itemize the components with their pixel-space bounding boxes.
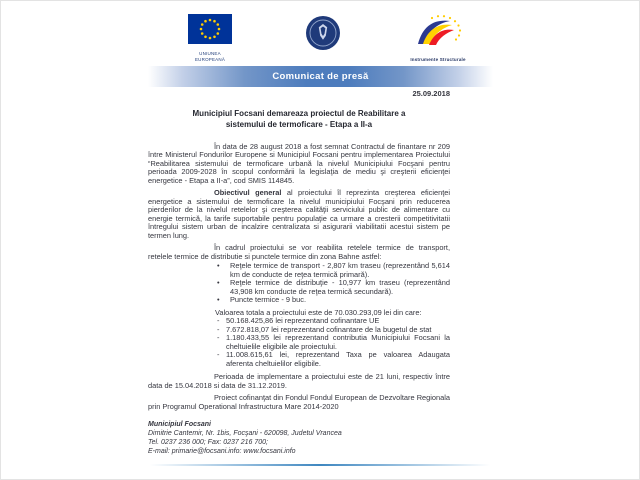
- cost-item: - 1.180.433,55 lei reprezentand contributia Municipiului Focsani la cheltuielile eligibile ale proiectului.: [215, 334, 450, 351]
- eu-flag-icon: [187, 14, 233, 44]
- works-list-item: • Reţele termice de distribuţie - 10,977 km traseu (reprezentând 43,908 km conducte de reţea termică secundară).: [230, 279, 450, 296]
- press-release-banner: [148, 66, 493, 87]
- footer-address: Dimitrie Cantemir, Nr. 1bis, Focşani - 620098, Judetul Vrancea: [148, 430, 342, 437]
- contact-footer: [148, 420, 450, 456]
- paragraph-objective: [148, 189, 450, 240]
- footer-phone: Tel. 0237 236 000; Fax: 0237 216 700;: [148, 439, 269, 446]
- structural-instruments-label: Instrumente Structurale: [410, 57, 466, 62]
- document-title-line2: sistemului de termoficare - Etapa a II-a: [225, 119, 373, 129]
- works-list-item: • Reţele termice de transport - 2,807 km traseu (reprezentând 5,614 km de conducte de reţea termică primară).: [230, 262, 450, 279]
- cost-item: - 11.008.615,61 lei, reprezentand Taxa pe valoarea Adaugata aferenta cheltuielilor eligibile.: [215, 351, 450, 368]
- paragraph-period: Perioada de implementare a proiectului este de 21 luni, respectiv între data de 15.04.2018 si data de 31.12.2019.: [148, 372, 450, 390]
- eu-flag-logo: [187, 14, 233, 62]
- paragraph-objective-rest: al proiectului îl reprezinta creşterea eficienţei energetice a sistemului de termoficare la nivelul municipiului Focşani prin reducerea pierderilor de la nivelul retelelor şi creşterea calităţii serviciului public de alimentare cu energie termică, la tarife suportabile pentru populaţie ca urmare a cresterii competitivitatii întregului sistem urban de incalzire centralizata si asigurarii viabilitatii acestui sistem pe termen lung.: [148, 188, 450, 240]
- government-seal-icon: [304, 14, 342, 52]
- paragraph-objective-lead: Obiectivul general: [214, 188, 282, 197]
- bottom-divider: [150, 464, 490, 466]
- banner-title: Comunicat de presă: [272, 71, 369, 82]
- paragraph-scope: În cadrul proiectului se vor reabilita retelele termice de transport, retelele termice de distributie si punctele termice din zona Bahne astfel:: [148, 243, 450, 261]
- document-title-line1: Municipiul Focsani demareaza proiectul de Reabilitare a: [192, 108, 406, 118]
- footer-institution: Municipiul Focsani: [148, 421, 212, 428]
- romanian-government-seal-logo: [304, 14, 342, 57]
- document-body: [148, 90, 450, 456]
- document-title: [148, 108, 450, 130]
- cost-item: - 7.672.818,07 lei reprezentand cofinantare de la bugetul de stat: [215, 326, 450, 335]
- works-list: [148, 262, 450, 305]
- budget-block: [215, 309, 450, 369]
- works-list-item: • Puncte termice - 9 buc.: [230, 296, 450, 305]
- paragraph-cofinancing: Proiect cofinanţat din Fondul Fondul European de Dezvoltare Regionala prin Programul Operational Infrastructura Mare 2014-2020: [148, 393, 450, 411]
- paragraph-contract: În data de 28 august 2018 a fost semnat Contractul de finantare nr 209 între Ministerul Fondurilor Europene si Municipiul Focsani pentru implementarea Proiectului “Reabilitarea sistemului de termoficare urbană la nivelul Municipiului Focşani pentru perioada 2009-2028 în scopul conformării la legislaţia de mediu şi creşterii eficienţei energetice - Etapa a II-a”, cod SMIS 114845.: [148, 141, 450, 185]
- structural-instruments-icon: [408, 12, 468, 50]
- release-date: 25.09.2018: [412, 89, 450, 98]
- footer-email: E-mail: primarie@focsani.info: www.focsani.info: [148, 448, 296, 455]
- structural-instruments-logo: [408, 12, 468, 70]
- paragraph-total-value: Valoarea totala a proiectului este de 70.030.293,09 lei din care:: [215, 307, 422, 317]
- cost-item: - 50.168.425,86 lei reprezentand cofinantare UE: [215, 317, 450, 326]
- eu-flag-label: UNIUNEA EUROPEANĂ: [194, 51, 226, 62]
